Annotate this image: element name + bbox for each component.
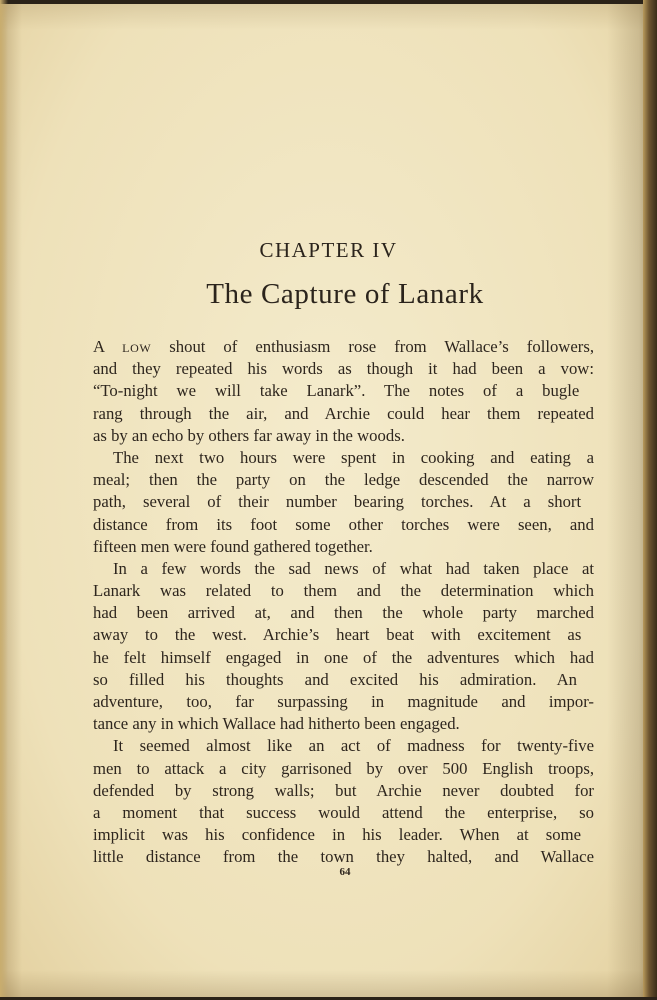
text-line bbox=[93, 602, 594, 624]
text-line bbox=[93, 624, 594, 646]
text-line bbox=[93, 735, 594, 757]
text-line bbox=[93, 580, 594, 602]
text-line bbox=[93, 536, 594, 558]
text-line-content: so filled his thoughts and excited his admiration. An bbox=[93, 669, 578, 689]
text-line-content: The next two hours were spent in cooking and eating a bbox=[113, 447, 594, 467]
text-line bbox=[93, 824, 594, 846]
text-line-content: It seemed almost like an act of madness for twenty-five bbox=[113, 736, 594, 756]
text-line-content: In a few words the sad news of what had taken place at bbox=[113, 558, 594, 578]
text-line-content: he felt himself engaged in one of the adventures which had bbox=[93, 647, 594, 667]
text-line bbox=[93, 425, 594, 447]
text-line bbox=[93, 780, 594, 802]
text-line-content: defended by strong walls; but Archie never doubted for bbox=[93, 780, 594, 800]
text-line bbox=[93, 758, 594, 780]
text-line-content: little distance from the town they halted, and Wallace bbox=[93, 847, 594, 867]
text-line-content: and they repeated his words as though it had been a vow: bbox=[93, 359, 594, 379]
text-line bbox=[93, 469, 594, 491]
text-line bbox=[93, 491, 594, 513]
text-line-content: tance any in which Wallace had hitherto been engaged. bbox=[93, 714, 460, 734]
text-line bbox=[93, 403, 594, 425]
text-line-content: implicit was his confidence in his leader. When at some bbox=[93, 825, 582, 845]
text-line bbox=[93, 713, 594, 735]
text-line-content: rang through the air, and Archie could hear them repeated bbox=[93, 403, 594, 423]
text-line bbox=[93, 447, 594, 469]
text-line bbox=[93, 380, 594, 402]
book-spine-edge bbox=[643, 0, 657, 1000]
chapter-label: CHAPTER IV bbox=[259, 238, 398, 262]
text-line-content: Lanark was related to them and the determination which bbox=[93, 581, 594, 601]
text-line bbox=[93, 514, 594, 536]
text-line-content: had been arrived at, and then the whole party marched bbox=[93, 603, 594, 623]
text-line-content: adventure, too, far surpassing in magnitude and impor- bbox=[93, 692, 594, 711]
text-line-content: meal; then the party on the ledge descended the narrow bbox=[93, 470, 594, 490]
text-line bbox=[93, 669, 594, 691]
text-line bbox=[93, 691, 594, 713]
text-line-content: “To-night we will take Lanark”. The notes of a bugle bbox=[93, 381, 580, 401]
body-text bbox=[93, 336, 594, 869]
page-top-edge bbox=[0, 0, 657, 4]
text-line-content: away to the west. Archie’s heart beat with excitement as bbox=[93, 625, 582, 645]
text-line bbox=[93, 558, 594, 580]
text-line-content: shout of enthusiasm rose from Wallace’s followers, bbox=[169, 337, 594, 356]
text-line-content: men to attack a city garrisoned by over 500 English troops, bbox=[93, 758, 594, 778]
text-line-content: distance from its foot some other torches were seen, and bbox=[93, 514, 594, 534]
page-number: 64 bbox=[339, 866, 351, 878]
text-line bbox=[93, 358, 594, 380]
text-line-content: path, several of their number bearing torches. At a short bbox=[93, 492, 582, 512]
page-left-edge bbox=[0, 0, 8, 1000]
text-line bbox=[93, 647, 594, 669]
text-line-content: as by an echo by others far away in the woods. bbox=[93, 425, 405, 445]
small-caps-lead: low bbox=[122, 337, 152, 356]
text-line bbox=[93, 336, 594, 358]
text-line bbox=[93, 802, 594, 824]
chapter-title: The Capture of Lanark bbox=[206, 278, 484, 310]
text-line-content: a moment that success would attend the enterprise, so bbox=[93, 802, 594, 822]
text-line-content: fifteen men were found gathered together. bbox=[93, 536, 373, 556]
drop-initial: A bbox=[93, 337, 105, 356]
